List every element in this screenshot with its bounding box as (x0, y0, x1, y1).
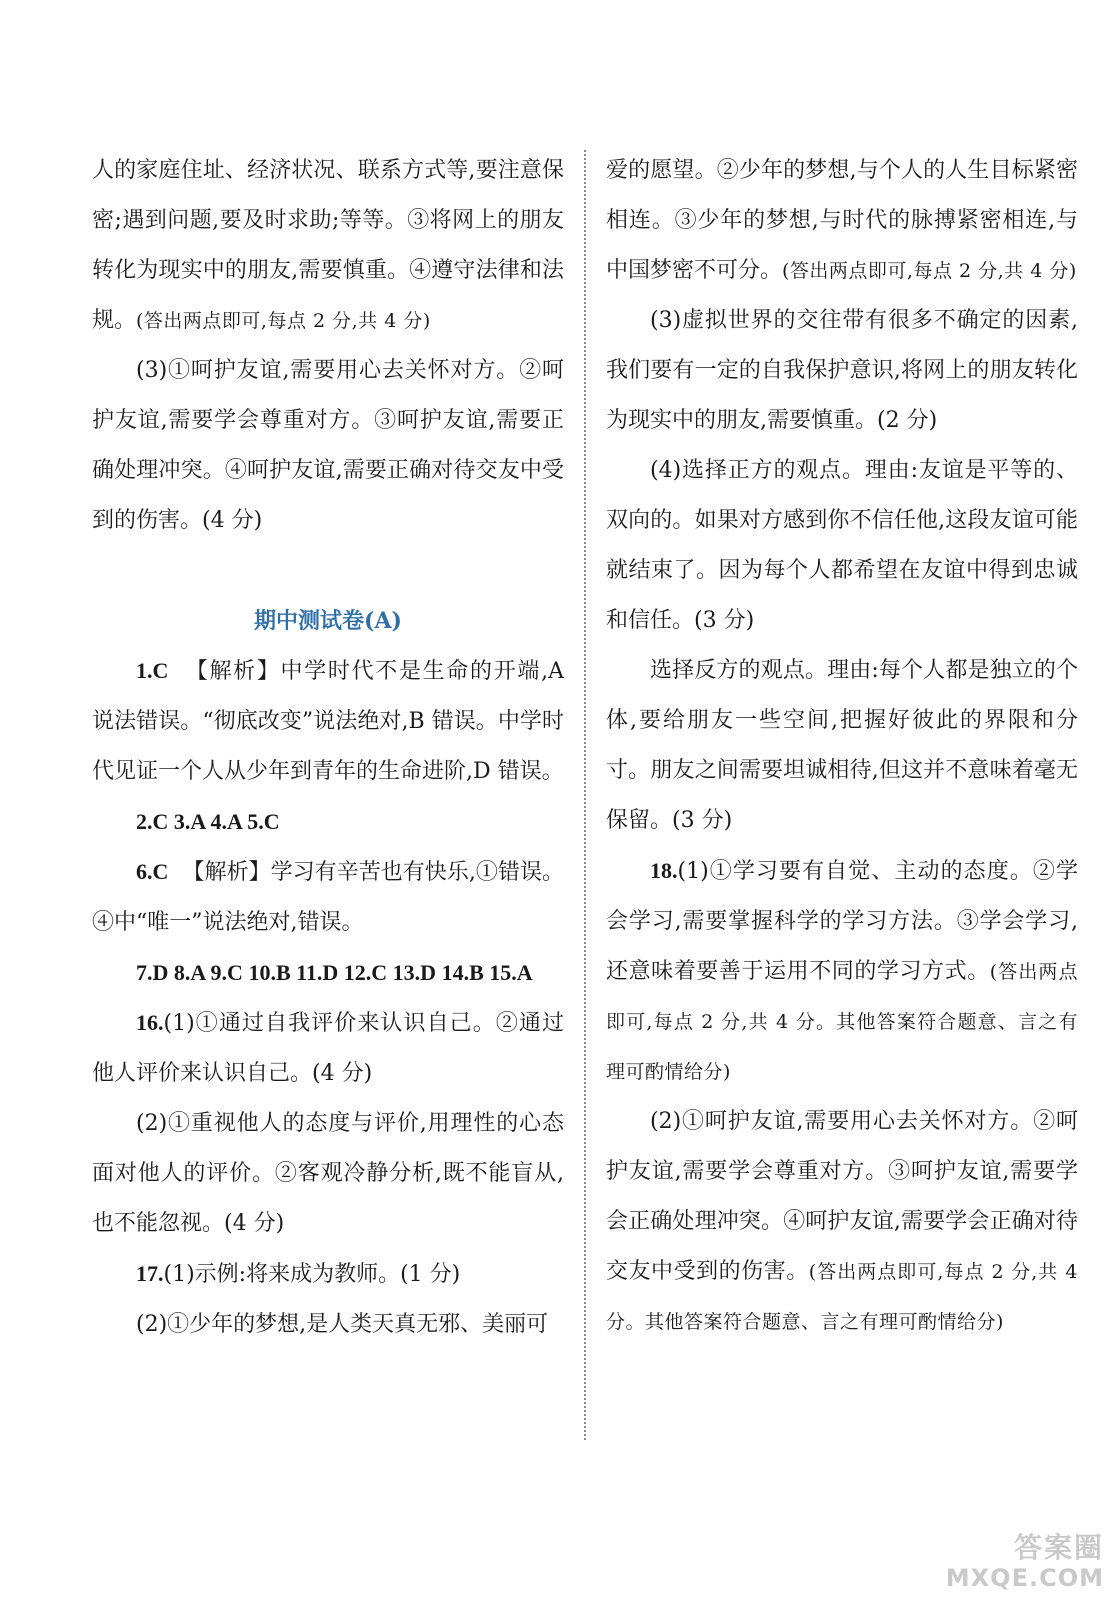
score-note: (答出两点即可,每点 2 分,共 4 分) (136, 310, 431, 332)
answer-q18-part1: 18.(1)①学习要有自觉、主动的态度。②学会学习,需要掌握科学的学习方法。③学会学习,还意味着要善于运用不同的学习方式。(答出两点即可,每点 2 分,共 4 分。其他答案符合题意、言之有理可酌情给分) (606, 858, 1078, 1083)
answer-q1: 1.C 【解析】中学时代不是生命的开端,A 说法错误。“彻底改变”说法绝对,B 错误。中学时代见证一个人从少年到青年的生命进阶,D 错误。 (92, 658, 564, 784)
left-column (92, 146, 564, 1350)
right-column (606, 146, 1078, 1347)
answer-q2-5: 2.C 3.A 4.A 5.C (136, 809, 280, 834)
question-number: 18. (650, 858, 678, 883)
answer-paragraph: (3)虚拟世界的交往带有很多不确定的因素,我们要有一定的自我保护意识,将网上的朋友转化为现实中的朋友,需要慎重。(2 分) (606, 308, 1078, 433)
question-number: 1.C (136, 658, 169, 683)
answer-q16-part1: 16.(1)①通过自我评价来认识自己。②通过他人评价来认识自己。(4 分) (92, 1010, 564, 1086)
answer-q16-part2: (2)①重视他人的态度与评价,用理性的心态面对他人的评价。②客观冷静分析,既不能盲从,也不能忽视。(4 分) (92, 1111, 564, 1236)
question-number: 16. (136, 1010, 164, 1035)
section-title: 期中测试卷(A) (254, 608, 402, 634)
score-note: (答出两点即可,每点 2 分,共 4 分) (782, 260, 1077, 282)
answer-paragraph: 人的家庭住址、经济状况、联系方式等,要注意保密;遇到问题,要及时求助;等等。③将网上的朋友转化为现实中的朋友,需要慎重。④遵守法律和法规。(答出两点即可,每点 2 分,共 4 分) (92, 158, 564, 333)
answer-paragraph: (3)①呵护友谊,需要用心去关怀对方。②呵护友谊,需要学会尊重对方。③呵护友谊,需要正确处理冲突。④呵护友谊,需要正确对待交友中受到的伤害。(4 分) (92, 358, 564, 533)
answer-q6: 6.C 【解析】学习有辛苦也有快乐,①错误。④中“唯一”说法绝对,错误。 (92, 859, 564, 935)
column-divider (584, 150, 586, 1440)
answer-q7-15: 7.D 8.A 9.C 10.B 11.D 12.C 13.D 14.B 15.A (136, 960, 533, 985)
watermark-logo-text: 答案圈 (1013, 1531, 1104, 1564)
watermark (904, 1532, 1104, 1596)
question-number: 6.C (136, 859, 169, 884)
answer-paragraph: (4)选择正方的观点。理由:友谊是平等的、双向的。如果对方感到你不信任他,这段友谊可能就结束了。因为每个人都希望在友谊中得到忠诚和信任。(3 分) (606, 458, 1078, 633)
answer-paragraph: 选择反方的观点。理由:每个人都是独立的个体,要给朋友一些空间,把握好彼此的界限和分寸。朋友之间需要坦诚相待,但这并不意味着毫无保留。(3 分) (606, 658, 1078, 833)
score-note: (答出两点即可,每点 2 分,共 4 分。其他答案符合题意、言之有理可酌情给分) (606, 1261, 1078, 1333)
answer-q17-part2: (2)①少年的梦想,是人类天真无邪、美丽可 (136, 1312, 549, 1337)
spacer (92, 546, 564, 596)
score-note: (答出两点即可,每点 2 分,共 4 分。其他答案符合题意、言之有理可酌情给分) (606, 961, 1078, 1083)
watermark-url: MXQE.COM (945, 1564, 1104, 1592)
answer-paragraph: 爱的愿望。②少年的梦想,与个人的人生目标紧密相连。③少年的梦想,与时代的脉搏紧密相连,与中国梦密不可分。(答出两点即可,每点 2 分,共 4 分) (606, 158, 1078, 283)
answer-q17-part1: 17.(1)示例:将来成为教师。(1 分) (136, 1261, 461, 1287)
answer-q18-part2: (2)①呵护友谊,需要用心去关怀对方。②呵护友谊,需要学会尊重对方。③呵护友谊,需要学会正确处理冲突。④呵护友谊,需要学会正确对待交友中受到的伤害。(答出两点即可,每点 2 分,共 4 分。其他答案符合题意、言之有理可酌情给分) (606, 1109, 1078, 1333)
question-number: 17. (136, 1261, 164, 1286)
